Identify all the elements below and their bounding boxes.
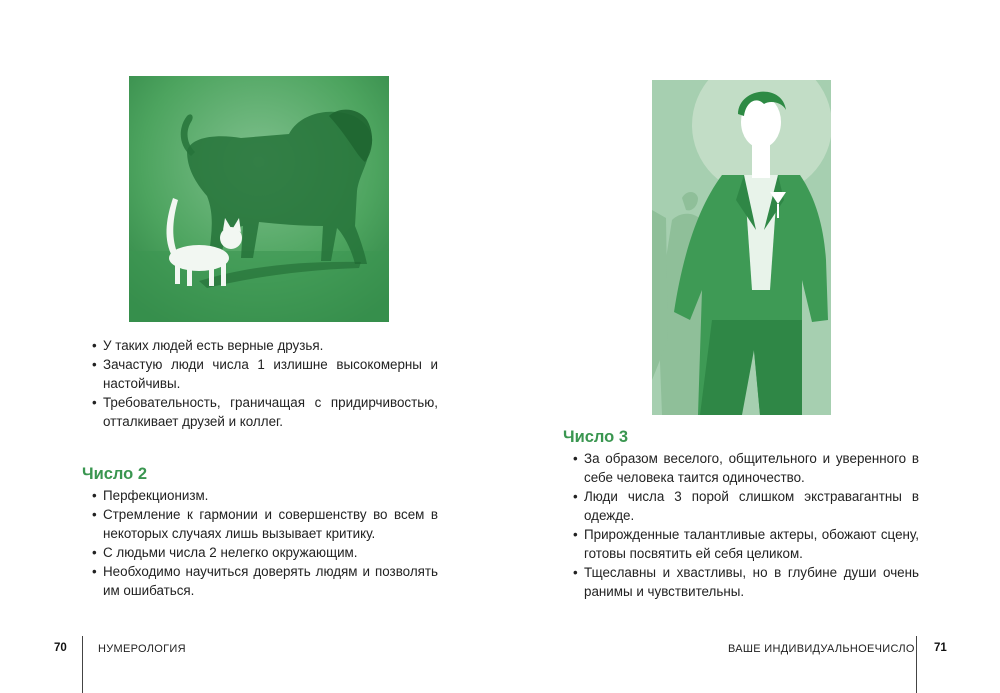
left-footer [0,636,500,693]
list-item: • Необходимо научиться доверять людям и позволять им ошибаться. [92,562,438,600]
bullet-list-number-3 [573,449,919,601]
bullet-list-number-2 [92,486,438,600]
list-item: • Стремление к гармонии и совершенству во всем в некоторых случаях лишь вызывает критику. [92,505,438,543]
running-title: НУМЕРОЛОГИЯ [98,643,186,655]
list-item: • У таких людей есть верные друзья. [92,336,438,355]
section-heading-number-3: Число 3 [563,428,629,446]
page-number: 70 [54,642,67,654]
list-item: • Перфекционизм. [92,486,438,505]
running-title: ВАШЕ ИНДИВИДУАЛЬНОЕЧИСЛО [728,643,915,655]
right-page [500,0,1000,693]
page-number: 71 [934,642,947,654]
list-item: • Прирожденные талантливые актеры, обожают сцену, готовы посвятить ей себя целиком. [573,525,919,563]
list-item: • С людьми числа 2 нелегко окружающим. [92,543,438,562]
lion-shadow-cat-illustration [129,76,389,322]
list-item: • Тщеславны и хвастливы, но в глубине души очень ранимы и чувствительны. [573,563,919,601]
list-item: • Зачастую люди числа 1 излишне высокомерны и настойчивы. [92,355,438,393]
bullet-list-intro [92,336,438,431]
section-heading-number-2: Число 2 [82,465,148,483]
list-item: • Люди числа 3 порой слишком экстравагантны в одежде. [573,487,919,525]
footer-divider [916,636,917,693]
list-item: • Требовательность, граничащая с придирчивостью, отталкивает друзей и коллег. [92,393,438,431]
man-with-glass-illustration [652,80,831,415]
right-footer [500,636,1000,693]
list-item: • За образом веселого, общительного и уверенного в себе человека таится одиночество. [573,449,919,487]
footer-divider [82,636,83,693]
